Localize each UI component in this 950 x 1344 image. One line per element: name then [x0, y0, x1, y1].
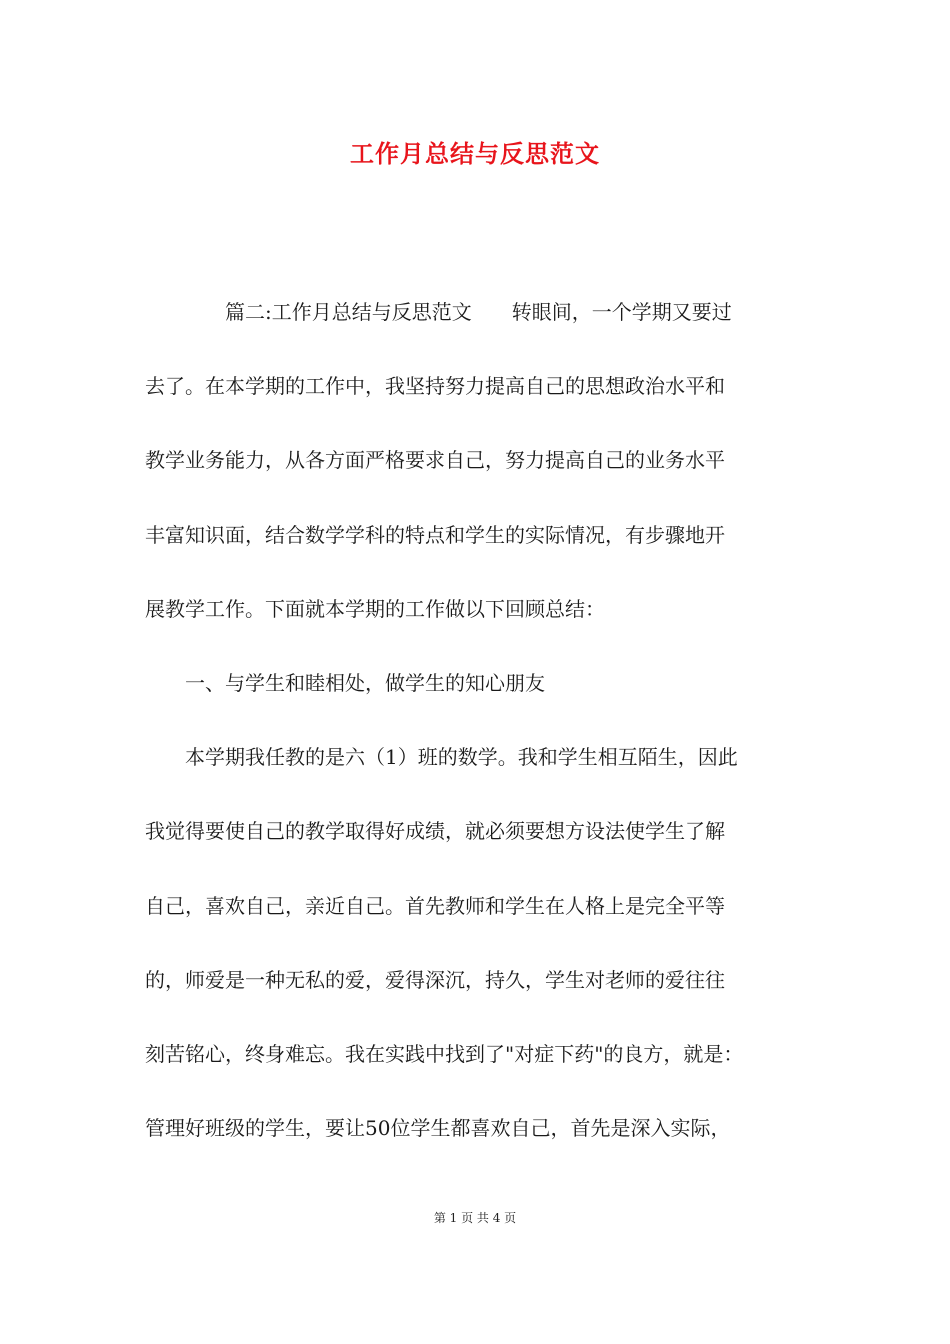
body-line: 刻苦铭心，终身难忘。我在实践中找到了"对症下药"的良方，就是： [145, 1041, 744, 1066]
document-title: 工作月总结与反思范文 [350, 139, 600, 168]
body-line: 篇二:工作月总结与反思范文 转眼间，一个学期又要过 [145, 300, 732, 324]
body-line: 展教学工作。下面就本学期的工作做以下回顾总结： [145, 596, 605, 621]
body-line: 管理好班级的学生，要让50位学生都喜欢自己，首先是深入实际， [145, 1116, 731, 1141]
body-line: 自己，喜欢自己，亲近自己。首先教师和学生在人格上是完全平等 [145, 893, 725, 918]
body-line: 丰富知识面，结合数学学科的特点和学生的实际情况，有步骤地开 [145, 522, 725, 547]
body-line: 教学业务能力，从各方面严格要求自己，努力提高自己的业务水平 [145, 448, 725, 473]
page-number-footer: 第 1 页 共 4 页 [433, 1211, 517, 1225]
body-line: 去了。在本学期的工作中，我坚持努力提高自己的思想政治水平和 [145, 374, 725, 399]
document-body [145, 275, 810, 1165]
body-line: 本学期我任教的是六（1）班的数学。我和学生相互陌生，因此 [145, 745, 738, 770]
section-heading: 一、与学生和睦相处，做学生的知心朋友 [145, 670, 545, 695]
body-line: 我觉得要使自己的教学取得好成绩，就必须要想方设法使学生了解 [145, 819, 725, 844]
body-line: 的，师爱是一种无私的爱，爱得深沉，持久，学生对老师的爱往往 [145, 967, 725, 992]
